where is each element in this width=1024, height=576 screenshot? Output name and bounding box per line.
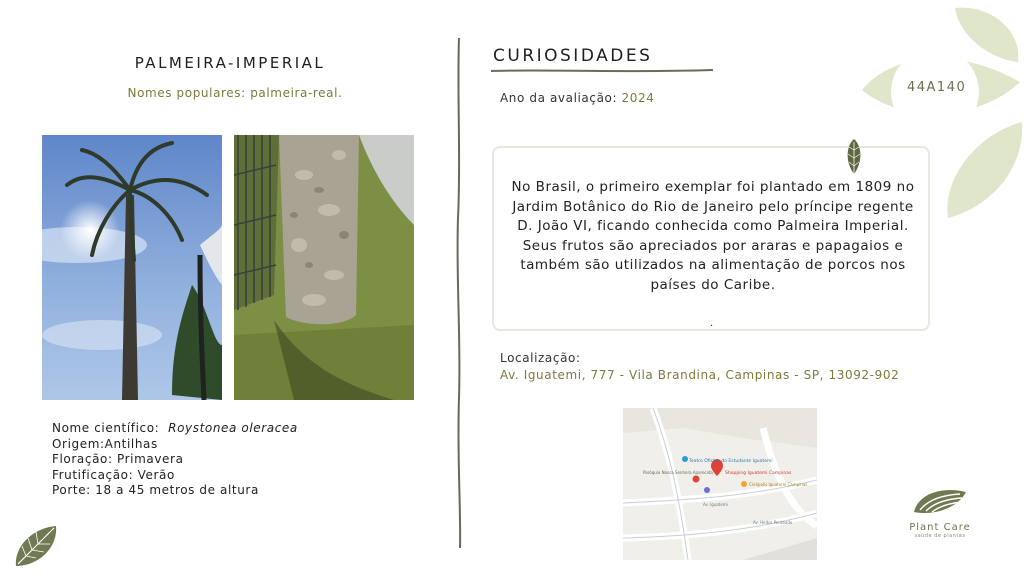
map-label-parish: Paróquia Nossa Senhora Aparecida [643,470,713,475]
scientific-name-row [52,421,298,437]
scientific-name-label: Nome científico: [52,421,160,435]
palm-tree-photo [42,135,222,400]
map-label-shopping: Shopping Iguatemi Campinas [725,471,792,476]
location-label: Localização: [500,351,581,365]
flowering-row: Floração: Primavera [52,452,184,467]
location-address: Av. Iguatemi, 777 - Vila Brandina, Campinas - SP, 13092-902 [500,368,900,382]
title-underline [491,67,715,75]
scientific-name-value: Roystonea oleracea [168,421,298,435]
location [500,350,899,384]
map-label-road1: Av. Iguatemi [703,502,728,507]
brand-tagline: saúde de plantas [914,533,966,539]
leaf-icon-bottom-left [12,522,60,570]
plant-info [52,421,298,499]
section-title: CURIOSIDADES [493,46,653,66]
curiosity-text: No Brasil, o primeiro exemplar foi plantado em 1809 no Jardim Botânico do Rio de Janeiro pelo príncipe regente D. João VI, ficando conhecida como Palmeira Imperial. Seus frutos são apreciados por araras e papagaios e também são utilizados na alimentação de porcos nos países do Caribe. [511,179,915,293]
curiosity-trailing: . [710,318,714,329]
fruiting-row: Frutificação: Verão [52,467,175,482]
brand-name: Plant Care [909,522,971,533]
map-label-road2: Av. Heitor Penteado [753,520,793,525]
plant-title: PALMEIRA-IMPERIAL [134,54,326,72]
map-label-theater: Teatro Oficina do Estudante Iguatemi [689,459,773,464]
popular-names: Nomes populares: palmeira-real. [127,86,343,100]
theater-marker [682,456,688,462]
map-label-cinema: Cinépolis Iguatemi Campinas [749,482,808,487]
column-divider [452,38,466,548]
evaluation-year-label: Ano da avaliação: [500,91,618,105]
brand-logo [900,486,980,539]
palm-trunk-photo [234,135,414,400]
brand-leaf-icon [912,486,968,516]
leaf-icon-card [844,138,864,178]
origin-row: Origem:Antilhas [52,436,158,451]
evaluation-year-value: 2024 [621,91,655,105]
location-map[interactable] [623,408,817,560]
size-row: Porte: 18 a 45 metros de altura [52,483,259,498]
tree-code: 44A140 [907,80,967,95]
evaluation-year [500,91,655,105]
